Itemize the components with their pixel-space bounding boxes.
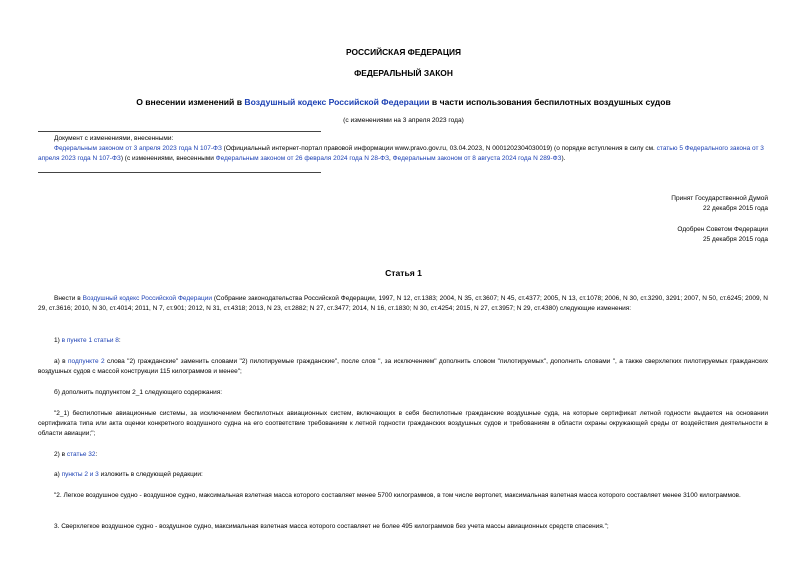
p1-code-link[interactable]: Воздушный кодекс Российской Федерации <box>82 295 212 302</box>
p6-article32-link[interactable]: статье 32 <box>66 451 96 458</box>
duma-label: Принят Государственной Думой <box>671 195 768 202</box>
header-country: РОССИЙСКАЯ ФЕДЕРАЦИЯ <box>345 47 462 57</box>
changes-text-3: , <box>389 155 393 162</box>
revision-note: (с изменениями на 3 апреля 2023 года) <box>343 117 464 124</box>
item-1a <box>38 357 768 377</box>
p3-subpoint-link[interactable]: подпункте 2 <box>68 358 105 365</box>
article-heading: Статья 1 <box>385 268 422 278</box>
p7-suffix: изложить в следующей редакции: <box>98 471 203 478</box>
item-light-aircraft: "2. Легкое воздушное судно - воздушное судно, максимальная взлетная масса которого составляет менее 5700 килограммов, в том числе вертолет, максимальная взлетная масса которого составляет менее 3100 килограммов. <box>54 492 741 499</box>
p2-article8-link[interactable]: в пункте 1 статьи 8 <box>61 337 119 344</box>
council-date: 25 декабря 2015 года <box>702 235 768 243</box>
changes-intro: Документ с изменениями, внесенными: <box>54 135 174 142</box>
item-2a <box>38 470 768 480</box>
changes-list <box>38 144 768 164</box>
p3-suffix: слова "2) гражданские" заменить словами "2) пилотируемые гражданские", после слов ", за исключением" дополнить словом "пилотируемых", дополнить словами ", а также сверхлегких пилотируемых гражданских воздушных судов с массой конструкции 115 килограммов и менее"; <box>38 358 768 375</box>
p6-prefix: 2) в <box>54 451 67 458</box>
document-title <box>0 97 807 107</box>
change-link-28fz[interactable]: Федеральным законом от 26 февраля 2024 года N 28-ФЗ <box>215 155 390 162</box>
change-link-article5[interactable]: статью 5 Федерального закона от 3 апреля 2023 года N 107-ФЗ <box>38 145 764 162</box>
p2-suffix: : <box>118 337 121 344</box>
item-2-1-text: "2_1) беспилотные авиационные системы, за исключением беспилотных авиационных систем, включающих в себя беспилотные гражданские воздушные суда, на которые сертификат летной годности выдается на основании сертификата типа или акта оценки конкретного воздушного судна на его соответствие требованиям к летной годности гражданских воздушных судов и требованиям в области охраны окружающей среды от воздействия деятельности в области авиации;"; <box>38 410 768 437</box>
adoption-duma <box>671 194 768 213</box>
p7-points-link[interactable]: пункты 2 и 3 <box>61 471 99 478</box>
changes-text-2: ) (с изменениями, внесенными <box>120 155 216 162</box>
change-link-289fz[interactable]: Федеральным законом от 8 августа 2024 года N 289-ФЗ <box>392 155 562 162</box>
divider-top <box>38 131 321 132</box>
title-prefix: О внесении изменений в <box>136 97 245 107</box>
changes-text-4: ). <box>561 155 566 162</box>
header-law-type: ФЕДЕРАЛЬНЫЙ ЗАКОН <box>354 68 453 78</box>
p6-suffix: : <box>95 451 98 458</box>
p7-prefix: а) <box>54 471 62 478</box>
title-suffix: в части использования беспилотных воздушных судов <box>429 97 671 107</box>
p3-prefix: а) в <box>54 358 69 365</box>
item-1b: б) дополнить подпунктом 2_1 следующего содержания: <box>54 389 223 396</box>
divider-bottom <box>38 172 321 173</box>
adoption-council <box>677 225 768 244</box>
title-code-link[interactable]: Воздушный кодекс Российской Федерации <box>244 97 430 107</box>
item-ultralight-aircraft: 3. Сверхлегкое воздушное судно - воздушное судно, максимальная взлетная масса которого составляет не более 495 килограммов без учета массы авиационных средств спасения."; <box>54 523 609 530</box>
council-label: Одобрен Советом Федерации <box>677 226 768 233</box>
p2-prefix: 1) <box>54 337 62 344</box>
changes-text-1: (Официальный интернет-портал правовой информации www.pravo.gov.ru, 03.04.2023, N 0001202304030019) (о порядке вступления в силу см. <box>221 145 657 152</box>
article-intro <box>38 294 768 314</box>
p1-suffix: (Собрание законодательства Российской Федерации, 1997, N 12, ст.1383; 2004, N 35, ст.3607; N 45, ст.4377; 2005, N 13, ст.1078; 2006, N 30, ст.3290, 3291; 2007, N 50, ст.6245; 2009, N 29, ст.3616; 2010, N 30, ст.4014; 2011, N 7, ст.901; 2012, N 31, ст.4318; 2013, N 23, ст.2882; N 27, ст.3477; 2014, N 16, ст.1830; N 30, ст.4254; 2015, N 27, ст.3957; N 29, ст.4380) следующие изменения: <box>38 295 768 312</box>
p1-prefix: Внести в <box>54 295 83 302</box>
item-2 <box>38 450 768 460</box>
change-link-107fz[interactable]: Федеральным законом от 3 апреля 2023 года N 107-ФЗ <box>54 145 222 152</box>
duma-date: 22 декабря 2015 года <box>702 204 768 212</box>
item-1 <box>38 336 768 346</box>
